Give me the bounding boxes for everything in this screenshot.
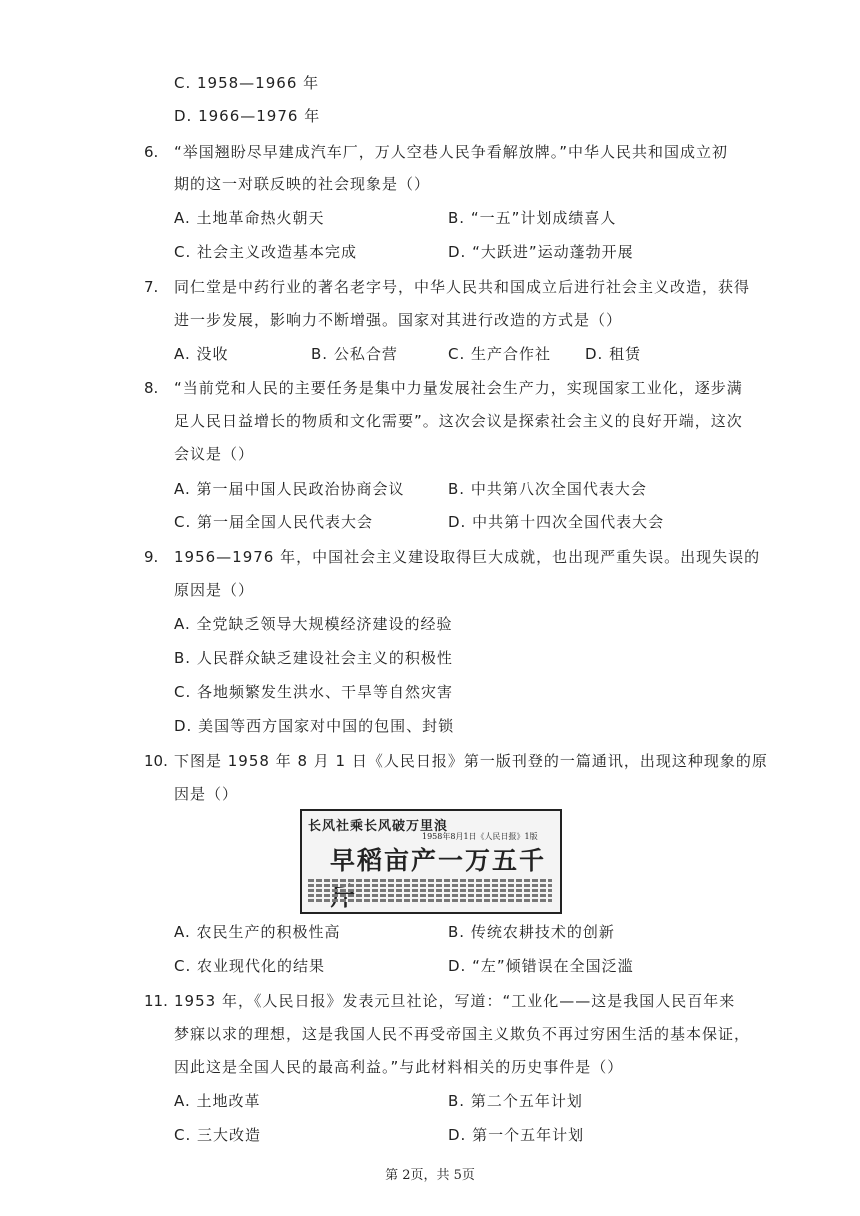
q11-stem-line2: 梦寐以求的理想，这是我国人民不再受帝国主义欺负不再过穷困生活的基本保证，: [174, 1025, 751, 1043]
q7-option-b: B. 公私合营: [311, 345, 398, 363]
q8-stem-line2: 足人民日益增长的物质和文化需要”。这次会议是探索社会主义的良好开端，这次: [174, 412, 743, 430]
q11-stem-line1: 1953 年，《人民日报》发表元旦社论，写道：“工业化——这是我国人民百年来: [174, 992, 736, 1010]
q5-option-c: C. 1958—1966 年: [174, 74, 320, 92]
q11-option-a: A. 土地改革: [174, 1092, 261, 1110]
q7-option-c: C. 生产合作社: [448, 345, 552, 363]
q10-option-d: D. “左”倾错误在全国泛滥: [448, 957, 634, 975]
q11-number: 11.: [144, 992, 168, 1010]
q10-stem-line2: 因是（）: [174, 785, 239, 803]
q8-stem-line1: “当前党和人民的主要任务是集中力量发展社会生产力，实现国家工业化，逐步满: [174, 379, 743, 397]
q11-option-b: B. 第二个五年计划: [448, 1092, 583, 1110]
q6-option-d: D. “大跃进”运动蓬勃开展: [448, 243, 634, 261]
q9-option-b: B. 人民群众缺乏建设社会主义的积极性: [174, 649, 453, 667]
q8-option-a: A. 第一届中国人民政治协商会议: [174, 480, 405, 498]
q7-stem-line1: 同仁堂是中药行业的著名老字号，中华人民共和国成立后进行社会主义改造，获得: [174, 278, 751, 296]
q9-option-a: A. 全党缺乏领导大规模经济建设的经验: [174, 615, 453, 633]
q9-stem-line2: 原因是（）: [174, 581, 255, 599]
q10-number: 10.: [144, 752, 168, 770]
q10-stem-line1: 下图是 1958 年 8 月 1 日《人民日报》第一版刊登的一篇通讯，出现这种现象的原: [174, 752, 768, 770]
q11-option-c: C. 三大改造: [174, 1126, 262, 1144]
q6-number: 6.: [144, 143, 159, 161]
q6-option-b: B. “一五”计划成绩喜人: [448, 209, 617, 227]
q7-option-a: A. 没收: [174, 345, 229, 363]
q9-number: 9.: [144, 548, 159, 566]
newspaper-clipping-image: [300, 809, 562, 914]
q9-stem-line1: 1956—1976 年，中国社会主义建设取得巨大成就，也出现严重失误。出现失误的: [174, 548, 761, 566]
q10-option-a: A. 农民生产的积极性高: [174, 923, 341, 941]
q5-option-d: D. 1966—1976 年: [174, 107, 321, 125]
news-body-text: [308, 877, 552, 907]
q10-option-b: B. 传统农耕技术的创新: [448, 923, 615, 941]
q6-option-a: A. 土地革命热火朝天: [174, 209, 325, 227]
page-footer: 第 2页，共 5页: [385, 1168, 475, 1183]
q9-option-d: D. 美国等西方国家对中国的包围、封锁: [174, 717, 455, 735]
q7-stem-line2: 进一步发展，影响力不断增强。国家对其进行改造的方式是（）: [174, 311, 623, 329]
q7-number: 7.: [144, 278, 159, 296]
q8-option-b: B. 中共第八次全国代表大会: [448, 480, 647, 498]
q9-option-c: C. 各地频繁发生洪水、干旱等自然灾害: [174, 683, 454, 701]
q6-option-c: C. 社会主义改造基本完成: [174, 243, 358, 261]
news-headline: 长风社乘长风破万里浪: [308, 819, 449, 834]
q7-option-d: D. 租赁: [585, 345, 642, 363]
q8-number: 8.: [144, 379, 159, 397]
q11-option-d: D. 第一个五年计划: [448, 1126, 585, 1144]
q8-option-d: D. 中共第十四次全国代表大会: [448, 513, 665, 531]
news-title: 早稻亩产一万五千: [330, 846, 547, 875]
q11-stem-line3: 因此这是全国人民的最高利益。”与此材料相关的历史事件是（）: [174, 1058, 624, 1076]
q6-stem-line1: “举国翘盼尽早建成汽车厂，万人空巷人民争看解放牌。”中华人民共和国成立初: [174, 143, 729, 161]
q10-option-c: C. 农业现代化的结果: [174, 957, 326, 975]
q8-stem-line3: 会议是（）: [174, 445, 255, 463]
news-date: 1958年8月1日《人民日报》1版: [422, 832, 538, 841]
q6-stem-line2: 期的这一对联反映的社会现象是（）: [174, 175, 431, 193]
q8-option-c: C. 第一届全国人民代表大会: [174, 513, 374, 531]
